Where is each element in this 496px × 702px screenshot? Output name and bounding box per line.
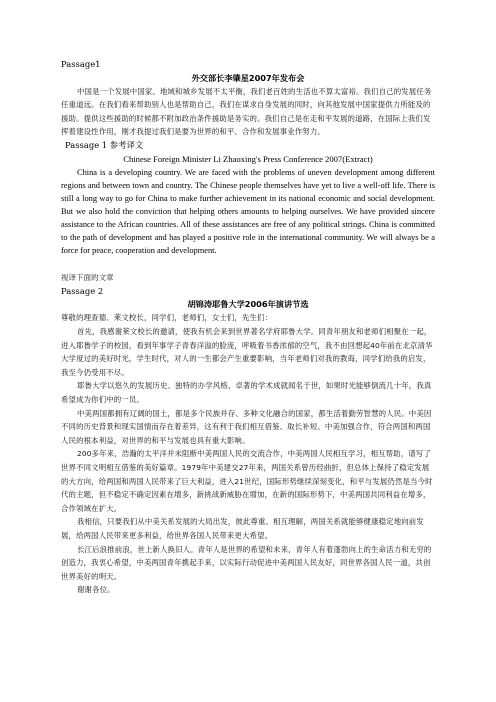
passage2-greeting: 尊敬的理查德．莱文校长，同学们，老师们，女士们，先生们： xyxy=(61,313,273,323)
passage2-paragraph-6: 长江后浪推前浪，世上新人换旧人。青年人是世界的希望和未来，青年人有着蓬勃向上的生命活力和无穷的创造力，我衷心希望，中美两国青年携起手来，以实际行动促进中美两国人民友好，同世界各国人民一道，共创世界美好的明天。 xyxy=(61,544,432,581)
instruction-text: 视译下面的文章 xyxy=(61,273,114,283)
passage2-paragraph-2: 耶鲁大学以悠久的发展历史、独特的办学风格、卓著的学术成就闻名于世，如果时光能够倒流几十年，我真希望成为你们中的一员。 xyxy=(61,381,432,404)
passage2-label: Passage 2 xyxy=(61,285,104,296)
passage1-label: Passage1 xyxy=(61,59,101,69)
passage2-title: 胡锦涛耶鲁大学2006年演讲节选 xyxy=(187,299,309,310)
document-body xyxy=(61,58,435,597)
passage2-paragraph-5: 我相信，只要我们从中美关系发展的大局出发，彼此尊重、相互理解，两国关系就能够健康稳定地向前发展，给两国人民带来更多利益，给世界各国人民带来更大希望。 xyxy=(61,517,424,540)
passage1-paragraph: 中国是一个发展中国家。地域和城乡发展不太平衡，我们老百姓的生活也不算太富裕。我们自己的发展任务任重道远。在我们看来帮助别人也是帮助自己，我们在谋求自身发展的同时，向其他发展中国家提供力所能及的援助。提供这些援助的时候都不附加政治条件援助是务实的。我们自己是在走和平发展的道路，在国际上我们发挥着建设性作用，刚才我提过我们是要为世界的和平、合作和发展事业作努力。 xyxy=(61,86,432,137)
reference-label: Passage 1 参考译文 xyxy=(65,139,144,150)
passage1-title: 外交部长李肇星2007年发布会 xyxy=(191,72,305,83)
passage2-paragraph-1: 首先，我感谢莱文校长的邀请，使我有机会来到世界著名学府耶鲁大学。同青年朋友和老师们相聚在一起，进入耶鲁学子的校园，看到年事学子青春洋溢的脸庞，呼吸着书香浓郁的空气，我不由回想起40年前在北京清华大学度过的美好时光，学生时代，对人的一生都会产生重要影响，当年老师们对我的教诲，同学们给我的启发，我至今仍受用不尽。 xyxy=(61,327,433,377)
passage2-paragraph-3: 中美两国都拥有辽阔的国土，都是多个民族并存、多种文化融合的国家，都生活着勤劳智慧的人民。中美因不同的历史背景和现实国情而存在着差异，这有利于我们相互借鉴、取长补短。中美加强合作，符合两国和两国人民的根本利益，对世界的和平与发展也具有重大影响。 xyxy=(61,408,432,445)
passage2-closing: 谢谢各位。 xyxy=(77,585,115,595)
passage2-paragraph-4: 200多年来，浩瀚的太平洋并未阻断中美两国人民的交流合作，中美两国人民相互学习，相互帮助，谱写了世界不同文明相互借鉴的美好篇章。1979年中美建交27年来，两国关系曾历经曲折，但总体上保持了稳定发展的大方向，给两国和两国人民带来了巨大利益，进入21世纪，国际形势继续深刻变化，和平与发展仍然是当今时代的主题，但不稳定不确定因素在增多，新挑战新威胁在增加，在新的国际形势下，中美两国共同利益在增多，合作领域在扩大。 xyxy=(61,449,433,513)
translation-paragraph: China is a developing country. We are faced with the problems of uneven development among different regions and between town and country. The Chinese people themselves have yet to live a well-off life. There is still a long way to go for China to make further achievement in its national economic and social development. But we also hold the conviction that helping others amounts to helping ourselves. We have provided sincere assistance to the African countries. All of these assistances are free of any political strings. China is committed to the path of development and has played a positive role in the international community. We will always be a force for peace, cooperation and development. xyxy=(61,167,435,256)
translation-title: Chinese Foreign Minister Li Zhaoxing's Press Conference 2007(Extract) xyxy=(123,153,373,164)
